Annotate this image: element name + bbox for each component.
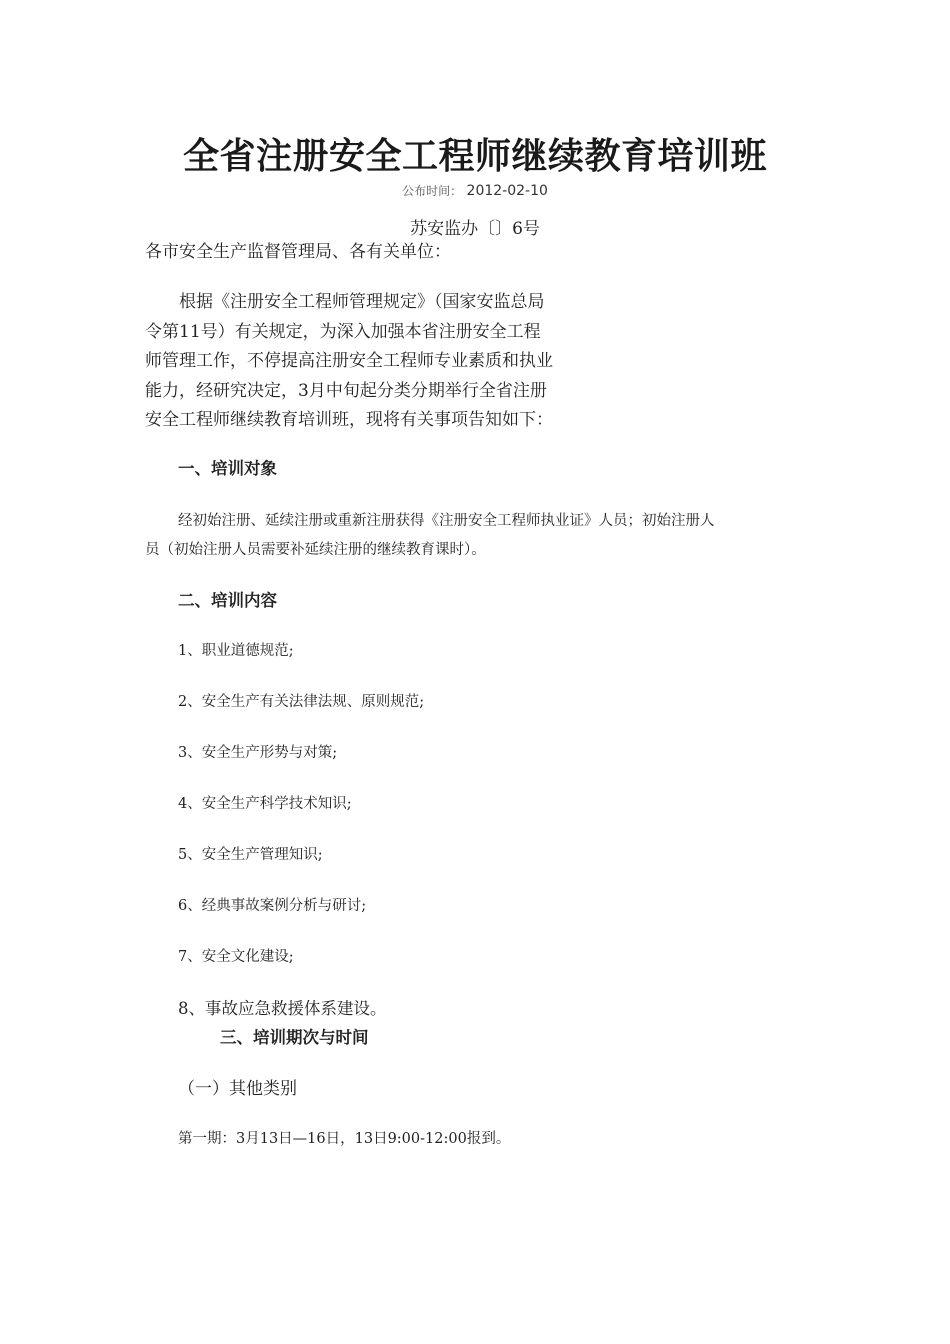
intro-line: 根据《注册安全工程师管理规定》（国家安监总局 [179,292,545,312]
section2-heading: 二、培训内容 [178,591,277,610]
publish-label: 公布时间： [402,184,463,198]
section1-line: 员（初始注册人员需要补延续注册的继续教育课时）。 [145,542,486,558]
content-item: 6、经典事故案例分析与研讨; [178,898,367,914]
publish-info [0,182,950,199]
content-item: 1、职业道德规范; [178,643,294,659]
intro-line: 师管理工作，不停提高注册安全工程师专业素质和执业 [145,351,553,371]
intro-line: 令第11号）有关规定，为深入加强本省注册安全工程 [145,321,541,342]
session-line: 第一期：3月13日—16日，13日9:00-12:00报到。 [178,1131,511,1147]
section1-paragraph [145,507,825,565]
salutation: 各市安全生产监督管理局、各有关单位： [145,242,451,262]
document-title: 全省注册安全工程师继续教育培训班 [182,136,767,177]
content-item: 5、安全生产管理知识; [178,847,323,863]
intro-line: 能力，经研究决定，3月中旬起分类分期举行全省注册 [145,380,547,401]
section1-line: 经初始注册、延续注册或重新注册获得《注册安全工程师执业证》人员；初始注册人 [178,513,715,529]
category-heading: （一）其他类别 [178,1079,297,1099]
content-item: 4、安全生产科学技术知识; [178,796,352,812]
section3-heading: 三、培训期次与时间 [220,1028,369,1047]
document-number: 苏安监办〔〕6号 [410,219,540,239]
intro-line: 安全工程师继续教育培训班，现将有关事项告知如下： [145,410,553,430]
content-item: 2、安全生产有关法律法规、原则规范; [178,694,425,710]
section1-heading: 一、培训对象 [178,459,277,478]
content-item: 3、安全生产形势与对策; [178,745,338,761]
publish-date: 2012-02-10 [466,183,548,199]
content-item: 7、安全文化建设; [178,949,294,965]
content-item: 8、事故应急救援体系建设。 [178,999,387,1018]
intro-paragraph [145,288,615,436]
